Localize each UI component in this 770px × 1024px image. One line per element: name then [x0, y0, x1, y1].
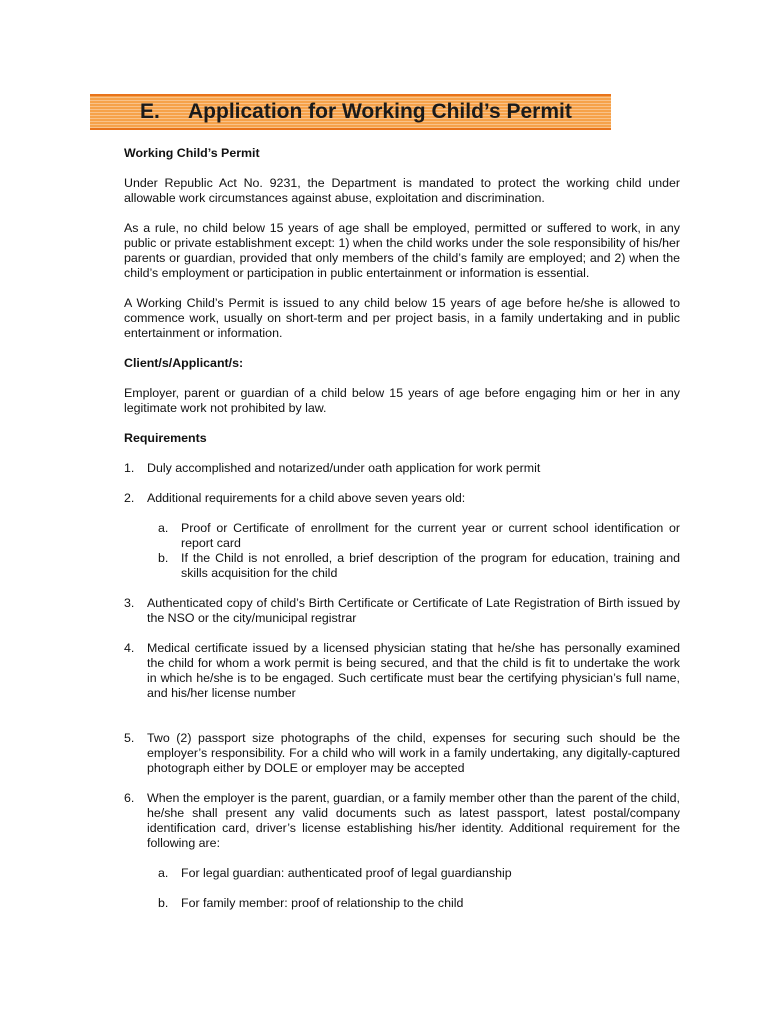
paragraph: A Working Child’s Permit is issued to any child below 15 years of age before he/she is allowed to commence work, usually on short-term and per project basis, in a family undertaking and in public entertainment or information. [124, 296, 680, 340]
requirement-item [124, 491, 680, 506]
sub-requirement-letter: b. [158, 551, 169, 565]
sub-requirement-letter: a. [158, 521, 169, 535]
paragraph: Under Republic Act No. 9231, the Department is mandated to protect the working child under allowable work circumstances against abuse, exploitation and discrimination. [124, 176, 680, 205]
document-body [124, 146, 680, 911]
requirement-number: 2. [124, 491, 135, 505]
requirement-item [124, 731, 680, 776]
requirement-text: Two (2) passport size photographs of the child, expenses for securing such should be the employer’s responsibility. For a child who will work in a family undertaking, any digitally-captured photograph either by DOLE or employer may be accepted [147, 731, 680, 775]
section-banner [90, 94, 611, 130]
requirement-item [124, 461, 680, 476]
requirement-number: 4. [124, 641, 135, 655]
subheading-requirements: Requirements [124, 431, 207, 445]
requirement-number: 3. [124, 596, 135, 610]
paragraph: Employer, parent or guardian of a child below 15 years of age before engaging him or her in any legitimate work not prohibited by law. [124, 386, 680, 415]
section-title: Application for Working Child’s Permit [188, 100, 572, 123]
requirement-text: Duly accomplished and notarized/under oath application for work permit [147, 461, 541, 475]
requirement-item [124, 641, 680, 701]
sub-requirement-text: For family member: proof of relationship to the child [181, 896, 464, 910]
requirement-item [124, 596, 680, 626]
requirement-text: Authenticated copy of child’s Birth Certificate or Certificate of Late Registration of Birth issued by the NSO or the city/municipal registrar [147, 596, 680, 625]
sub-requirement-text: If the Child is not enrolled, a brief description of the program for education, training and skills acquisition for the child [181, 551, 680, 580]
requirement-text: Medical certificate issued by a licensed physician stating that he/she has personally examined the child for whom a work permit is being secured, and that the child is fit to undertake the work in which he/she is to be engaged. Such certificate must bear the certifying physician’s full name, and his/her license number [147, 641, 680, 700]
requirement-number: 5. [124, 731, 135, 745]
requirement-number: 6. [124, 791, 135, 805]
requirement-number: 1. [124, 461, 135, 475]
sub-requirement-item [124, 866, 680, 881]
sub-requirement-text: For legal guardian: authenticated proof of legal guardianship [181, 866, 512, 880]
sub-requirement-item [124, 521, 680, 551]
requirement-item [124, 791, 680, 851]
requirement-text: When the employer is the parent, guardian, or a family member other than the parent of the child, he/she shall present any valid documents such as latest passport, latest postal/company identification card, driver’s license establishing his/her identity. Additional requirement for the following are: [147, 791, 680, 850]
sub-requirement-item [124, 896, 680, 911]
sub-requirement-letter: a. [158, 866, 169, 880]
section-letter: E. [140, 100, 160, 123]
sub-requirement-text: Proof or Certificate of enrollment for the current year or current school identification or report card [181, 521, 680, 550]
subheading-working-childs-permit: Working Child’s Permit [124, 146, 260, 160]
subheading-clients: Client/s/Applicant/s: [124, 356, 244, 370]
requirement-text: Additional requirements for a child above seven years old: [147, 491, 466, 505]
sub-requirement-letter: b. [158, 896, 169, 910]
paragraph: As a rule, no child below 15 years of age shall be employed, permitted or suffered to work, in any public or private establishment except: 1) when the child works under the sole responsibility of his/her parents or guardian, provided that only members of the child’s family are employed; and 2) when the child’s employment or participation in public entertainment or information is essential. [124, 221, 680, 280]
sub-requirement-item [124, 551, 680, 581]
